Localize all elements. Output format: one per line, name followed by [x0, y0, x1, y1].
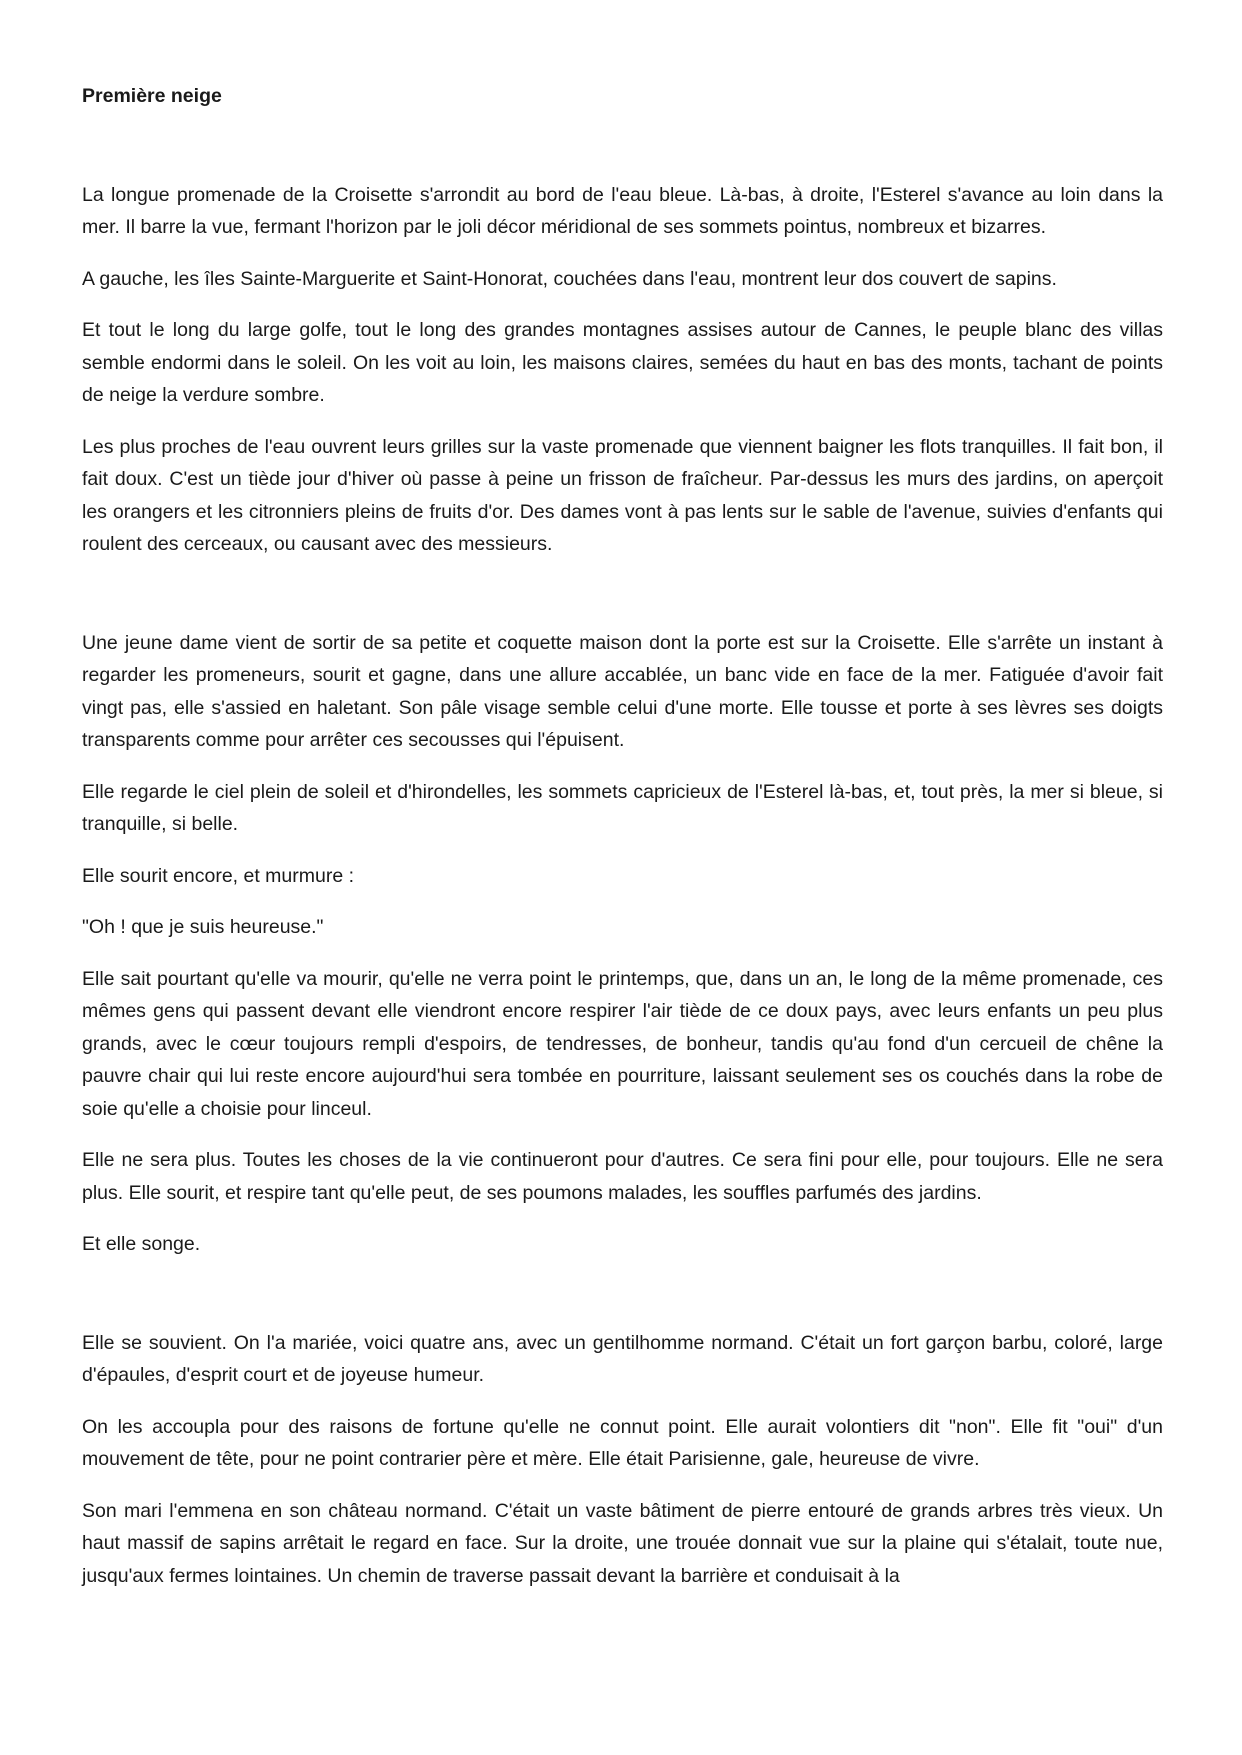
paragraph: Et elle songe.	[82, 1233, 201, 1255]
paragraph: Elle regarde le ciel plein de soleil et d'hirondelles, les sommets capricieux de l'Esterel là-bas, et, tout près, la mer si bleue, si tranquille, si belle.	[82, 780, 1163, 835]
paragraph: Les plus proches de l'eau ouvrent leurs grilles sur la vaste promenade que viennent baigner les flots tranquilles. Il fait bon, il fait doux. C'est un tiède jour d'hiver où passe à peine un frisson de fraîcheur. Par-dessus les murs des jardins, on aperçoit les orangers et les citronniers pleins de fruits d'or. Des dames vont à pas lents sur le sable de l'avenue, suivies d'enfants qui roulent des cerceaux, ou causant avec des messieurs.	[82, 435, 1163, 555]
paragraph: Elle se souvient. On l'a mariée, voici quatre ans, avec un gentilhomme normand. C'était un fort garçon barbu, coloré, large d'épaules, d'esprit court et de joyeuse humeur.	[82, 1331, 1163, 1386]
paragraph: Elle sourit encore, et murmure :	[82, 864, 355, 887]
paragraph: Une jeune dame vient de sortir de sa petite et coquette maison dont la porte est sur la Croisette. Elle s'arrête un instant à regarder les promeneurs, sourit et gagne, dans une allure accablée, un banc vide en face de la mer. Fatiguée d'avoir fait vingt pas, elle s'assied en haletant. Son pâle visage semble celui d'une morte. Elle tousse et porte à ses lèvres ses doigts transparents comme pour arrêter ces secousses qui l'épuisent.	[82, 631, 1163, 751]
document-page	[82, 80, 1163, 1611]
paragraph: Son mari l'emmena en son château normand. C'était un vaste bâtiment de pierre entouré de grands arbres très vieux. Un haut massif de sapins arrêtait le regard en face. Sur la droite, une trouée donnait vue sur la plaine qui s'étalait, toute nue, jusqu'aux fermes lointaines. Un chemin de traverse passait devant la barrière et conduisait à la	[82, 1499, 1163, 1587]
paragraph: Et tout le long du large golfe, tout le long des grandes montagnes assises autour de Cannes, le peuple blanc des villas semble endormi dans le soleil. On les voit au loin, les maisons claires, semées du haut en bas des monts, tachant de points de neige la verdure sombre.	[82, 319, 1163, 406]
paragraph: On les accoupla pour des raisons de fortune qu'elle ne connut point. Elle aurait volontiers dit "non". Elle fit "oui" d'un mouvement de tête, pour ne point contrarier père et mère. Elle était Parisienne, gale, heureuse de vivre.	[82, 1415, 1163, 1470]
paragraph: "Oh ! que je suis heureuse."	[82, 916, 324, 938]
paragraph: Elle ne sera plus. Toutes les choses de la vie continueront pour d'autres. Ce sera fini pour elle, pour toujours. Elle ne sera plus. Elle sourit, et respire tant qu'elle peut, de ses poumons malades, les souffles parfumés des jardins.	[82, 1149, 1163, 1204]
paragraph: A gauche, les îles Sainte-Marguerite et Saint-Honorat, couchées dans l'eau, montrent leur dos couvert de sapins.	[82, 267, 1057, 290]
document-title: Première neige	[82, 85, 222, 107]
paragraph: Elle sait pourtant qu'elle va mourir, qu'elle ne verra point le printemps, que, dans un an, le long de la même promenade, ces mêmes gens qui passent devant elle viendront encore respirer l'air tiède de ce doux pays, avec leurs enfants un peu plus grands, avec le cœur toujours rempli d'espoirs, de tendresses, de bonheur, tandis qu'au fond d'un cercueil de chêne la pauvre chair qui lui reste encore aujourd'hui sera tombée en pourriture, laissant seulement ses os couchés dans la robe de soie qu'elle a choisie pour linceul.	[82, 967, 1163, 1120]
paragraph: La longue promenade de la Croisette s'arrondit au bord de l'eau bleue. Là-bas, à droite, l'Esterel s'avance au loin dans la mer. Il barre la vue, fermant l'horizon par le joli décor méridional de ses sommets pointus, nombreux et bizarres.	[82, 183, 1163, 238]
